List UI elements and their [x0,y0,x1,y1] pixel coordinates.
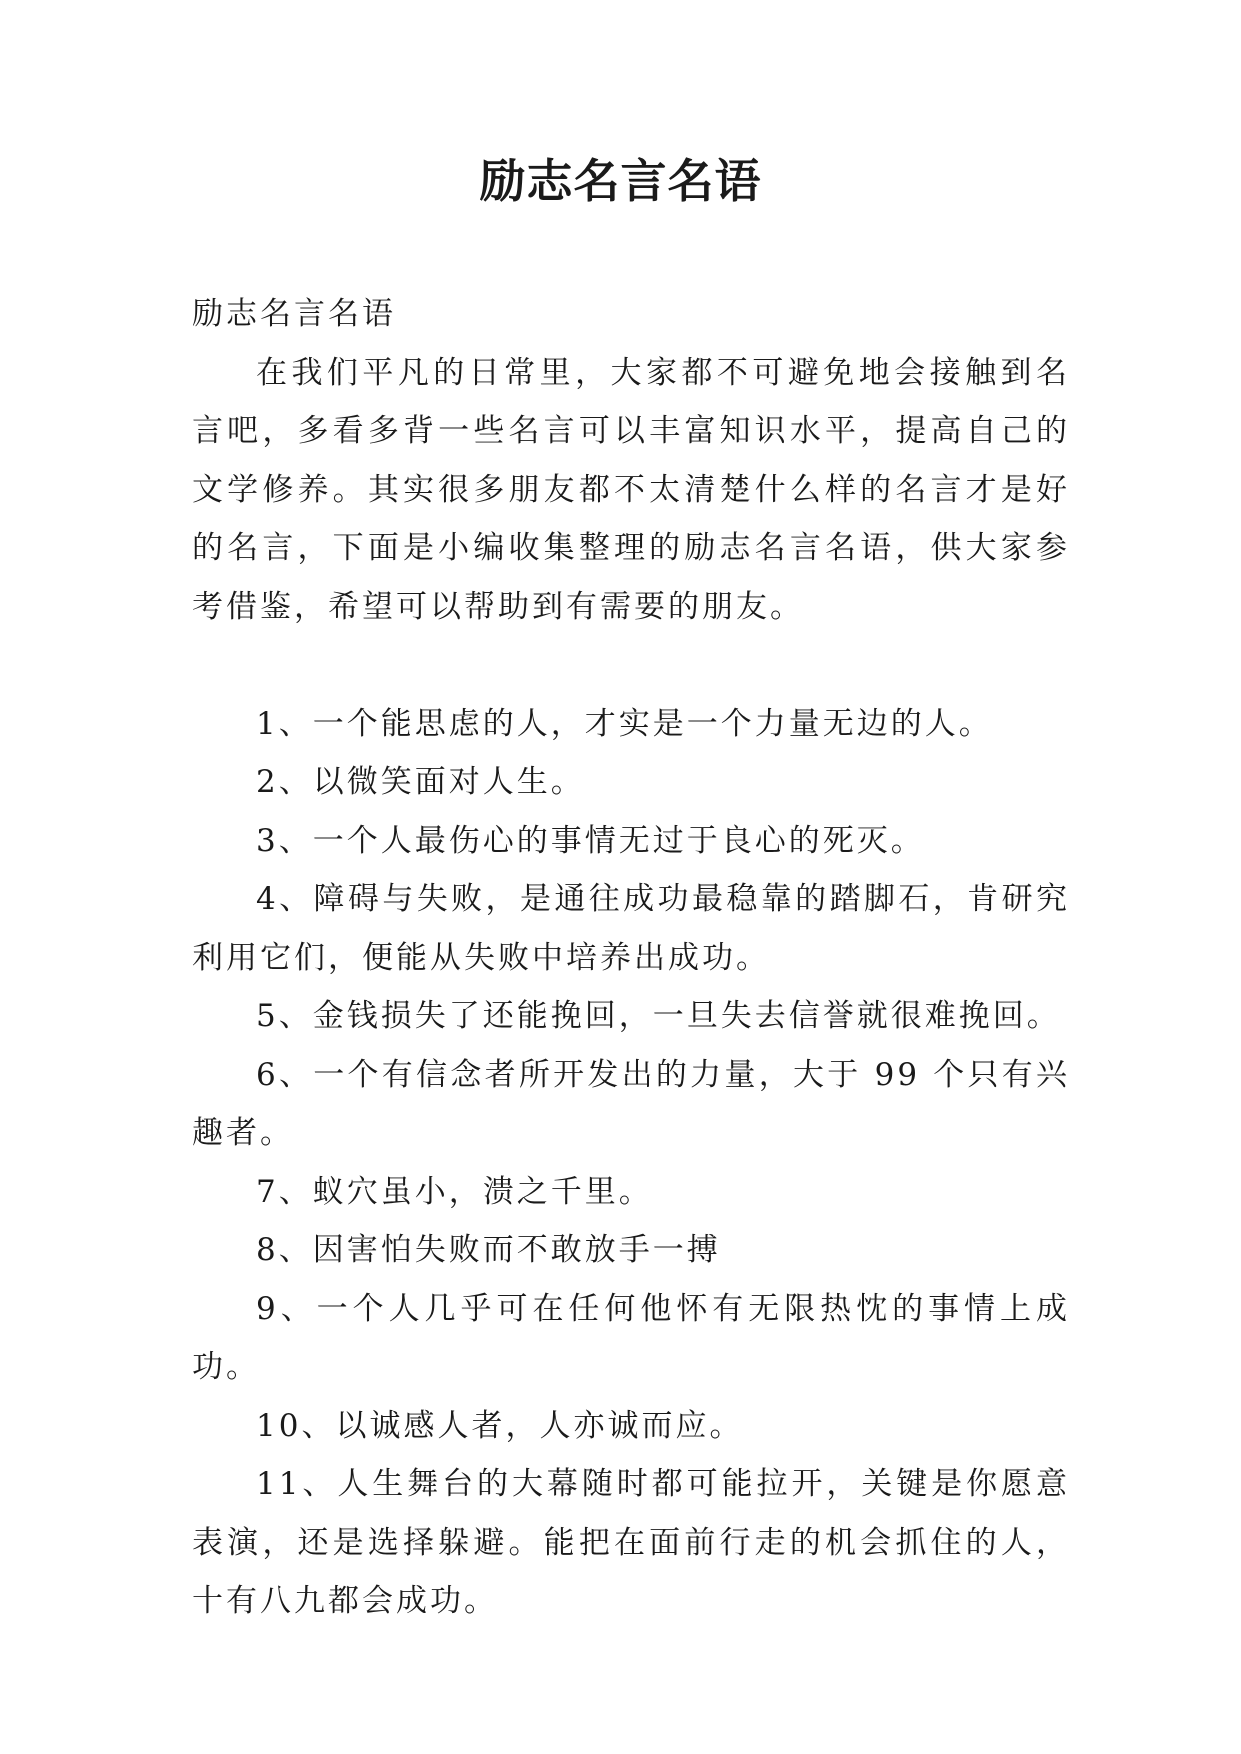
quote-item: 4、障碍与失败，是通往成功最稳靠的踏脚石，肯研究利用它们，便能从失败中培养出成功。 [192,881,1070,976]
quote-item: 3、一个人最伤心的事情无过于良心的死灭。 [256,822,925,859]
quote-item: 6、一个有信念者所开发出的力量，大于 99 个只有兴趣者。 [192,1056,1070,1151]
document-body [192,285,1070,1631]
quote-item: 5、金钱损失了还能挽回，一旦失去信誉就很难挽回。 [256,998,1061,1034]
quote-item: 7、蚁穴虽小，溃之千里。 [256,1173,653,1210]
quote-item: 8、因害怕失败而不敢放手一搏 [256,1232,721,1268]
intro-paragraph: 在我们平凡的日常里，大家都不可避免地会接触到名言吧，多看多背一些名言可以丰富知识水平，提高自己的文学修养。其实很多朋友都不太清楚什么样的名言才是好的名言，下面是小编收集整理的励志名言名语，供大家参考借鉴，希望可以帮助到有需要的朋友。 [192,354,1070,625]
quote-item: 9、一个人几乎可在任何他怀有无限热忱的事情上成功。 [192,1290,1070,1385]
quote-item: 1、一个能思虑的人，才实是一个力量无边的人。 [256,705,993,742]
document-subtitle: 励志名言名语 [192,296,396,332]
paragraph-spacer [192,636,1070,695]
quote-item: 2、以微笑面对人生。 [256,764,585,800]
quote-item: 11、人生舞台的大幕随时都可能拉开，关键是你愿意表演，还是选择躲避。能把在面前行走的机会抓住的人，十有八九都会成功。 [192,1466,1070,1619]
document-title: 励志名言名语 [479,154,762,208]
quote-item: 10、以诚感人者，人亦诚而应。 [256,1407,744,1444]
